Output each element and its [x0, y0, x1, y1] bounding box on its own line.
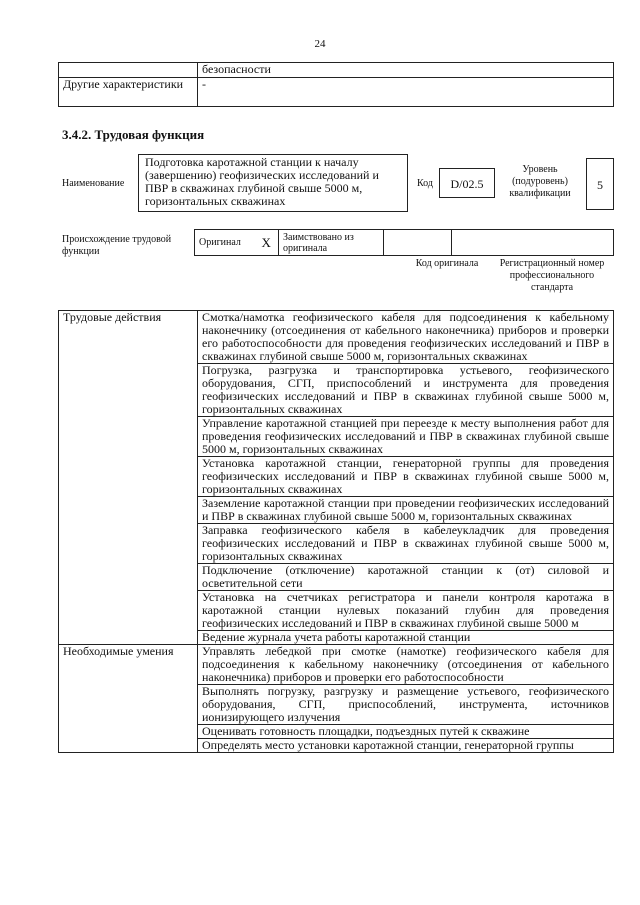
origin-table [194, 229, 614, 256]
origin-code-cell [384, 230, 452, 256]
labor-action-item: Погрузка, разгрузка и транспортировка устьевого, геофизического оборудования, СГП, приспособлений и инструмента для проведения геофизических исследований и ПВР в скважинах глубиной свыше 5000 м, горизонтальных скважинах [198, 364, 614, 417]
page-number: 24 [314, 38, 326, 50]
labor-action-item: Управление каротажной станцией при переезде к месту выполнения работ для проведения геофизических исследований и ПВР в скважинах глубиной свыше 5000 м, горизонтальных скважинах [198, 417, 614, 457]
labor-action-item: Ведение журнала учета работы каротажной станции [198, 631, 614, 645]
labor-action-item: Смотка/намотка геофизического кабеля для подсоединения к кабельному наконечнику (отсоединения от кабельного наконечника) приборов и проверки его работоспособности для проведения геофизических исследований и ПВР в скважинах глубиной свыше 5000 м, горизонтальных скважинах [198, 311, 614, 364]
function-code-box: D/02.5 [439, 168, 495, 198]
top-table-empty-cell [59, 63, 198, 78]
skills-label: Необходимые умения [59, 645, 198, 753]
original-label: Оригинал [195, 230, 255, 256]
other-characteristics-value: - [198, 78, 614, 107]
skill-item: Определять место установки каротажной станции, генераторной группы [198, 739, 614, 753]
top-table [58, 62, 614, 107]
labor-action-item: Подключение (отключение) каротажной станции к (от) силовой и осветительной сети [198, 564, 614, 591]
section-heading: 3.4.2. Трудовая функция [62, 127, 205, 142]
original-mark: X [255, 230, 279, 256]
top-table-row1-text: безопасности [198, 63, 614, 78]
caption-code: Код оригинала [415, 258, 479, 269]
borrowed-label: Заимствовано из оригинала [279, 230, 384, 256]
other-characteristics-label: Другие характеристики [59, 78, 198, 107]
skill-item: Выполнять погрузку, разгрузку и размещение устьевого, геофизического оборудования, СГП, приспособлений, инструмента, источников ионизирующего излучения [198, 685, 614, 725]
labor-action-item: Заземление каротажной станции при проведении геофизических исследований и ПВР в скважинах глубиной свыше 5000 м, горизонтальных скважинах [198, 497, 614, 524]
skill-item: Оценивать готовность площадки, подъездных путей к скважине [198, 725, 614, 739]
labor-action-item: Заправка геофизического кабеля в кабелеукладчик для проведения геофизических исследований и ПВР в скважинах глубиной свыше 5000 м, горизонтальных скважинах [198, 524, 614, 564]
function-name-box: Подготовка каротажной станции к началу (завершению) геофизических исследований и ПВР в скважинах глубиной свыше 5000 м, горизонтальных скважинах [138, 154, 408, 212]
labor-action-item: Установка каротажной станции, генераторной группы для проведения геофизических исследований и ПВР в скважинах глубиной свыше 5000 м, горизонтальных скважинах [198, 457, 614, 497]
level-label: Уровень (подуровень) квалификации [509, 164, 571, 199]
labor-actions-label: Трудовые действия [59, 311, 198, 645]
skill-item: Управлять лебедкой при смотке (намотке) геофизического кабеля для подсоединения к кабельному наконечнику (отсоединения от кабельного наконечника) приборов и проверки его работоспособности [198, 645, 614, 685]
caption-reg: Регистрационный номер профессионального стандарта [499, 258, 605, 293]
functions-table [58, 310, 614, 753]
labor-action-item: Установка на счетчиках регистратора и панели контроля каротажа в каротажной станции нулевых показаний глубин для проведения геофизических исследований и ПВР в скважинах глубиной свыше 5000 м [198, 591, 614, 631]
origin-label: Происхождение трудовой функции [62, 234, 172, 257]
origin-reg-cell [452, 230, 614, 256]
level-value-box: 5 [586, 158, 614, 210]
code-label: Код [417, 178, 433, 189]
name-label: Наименование [62, 178, 125, 189]
